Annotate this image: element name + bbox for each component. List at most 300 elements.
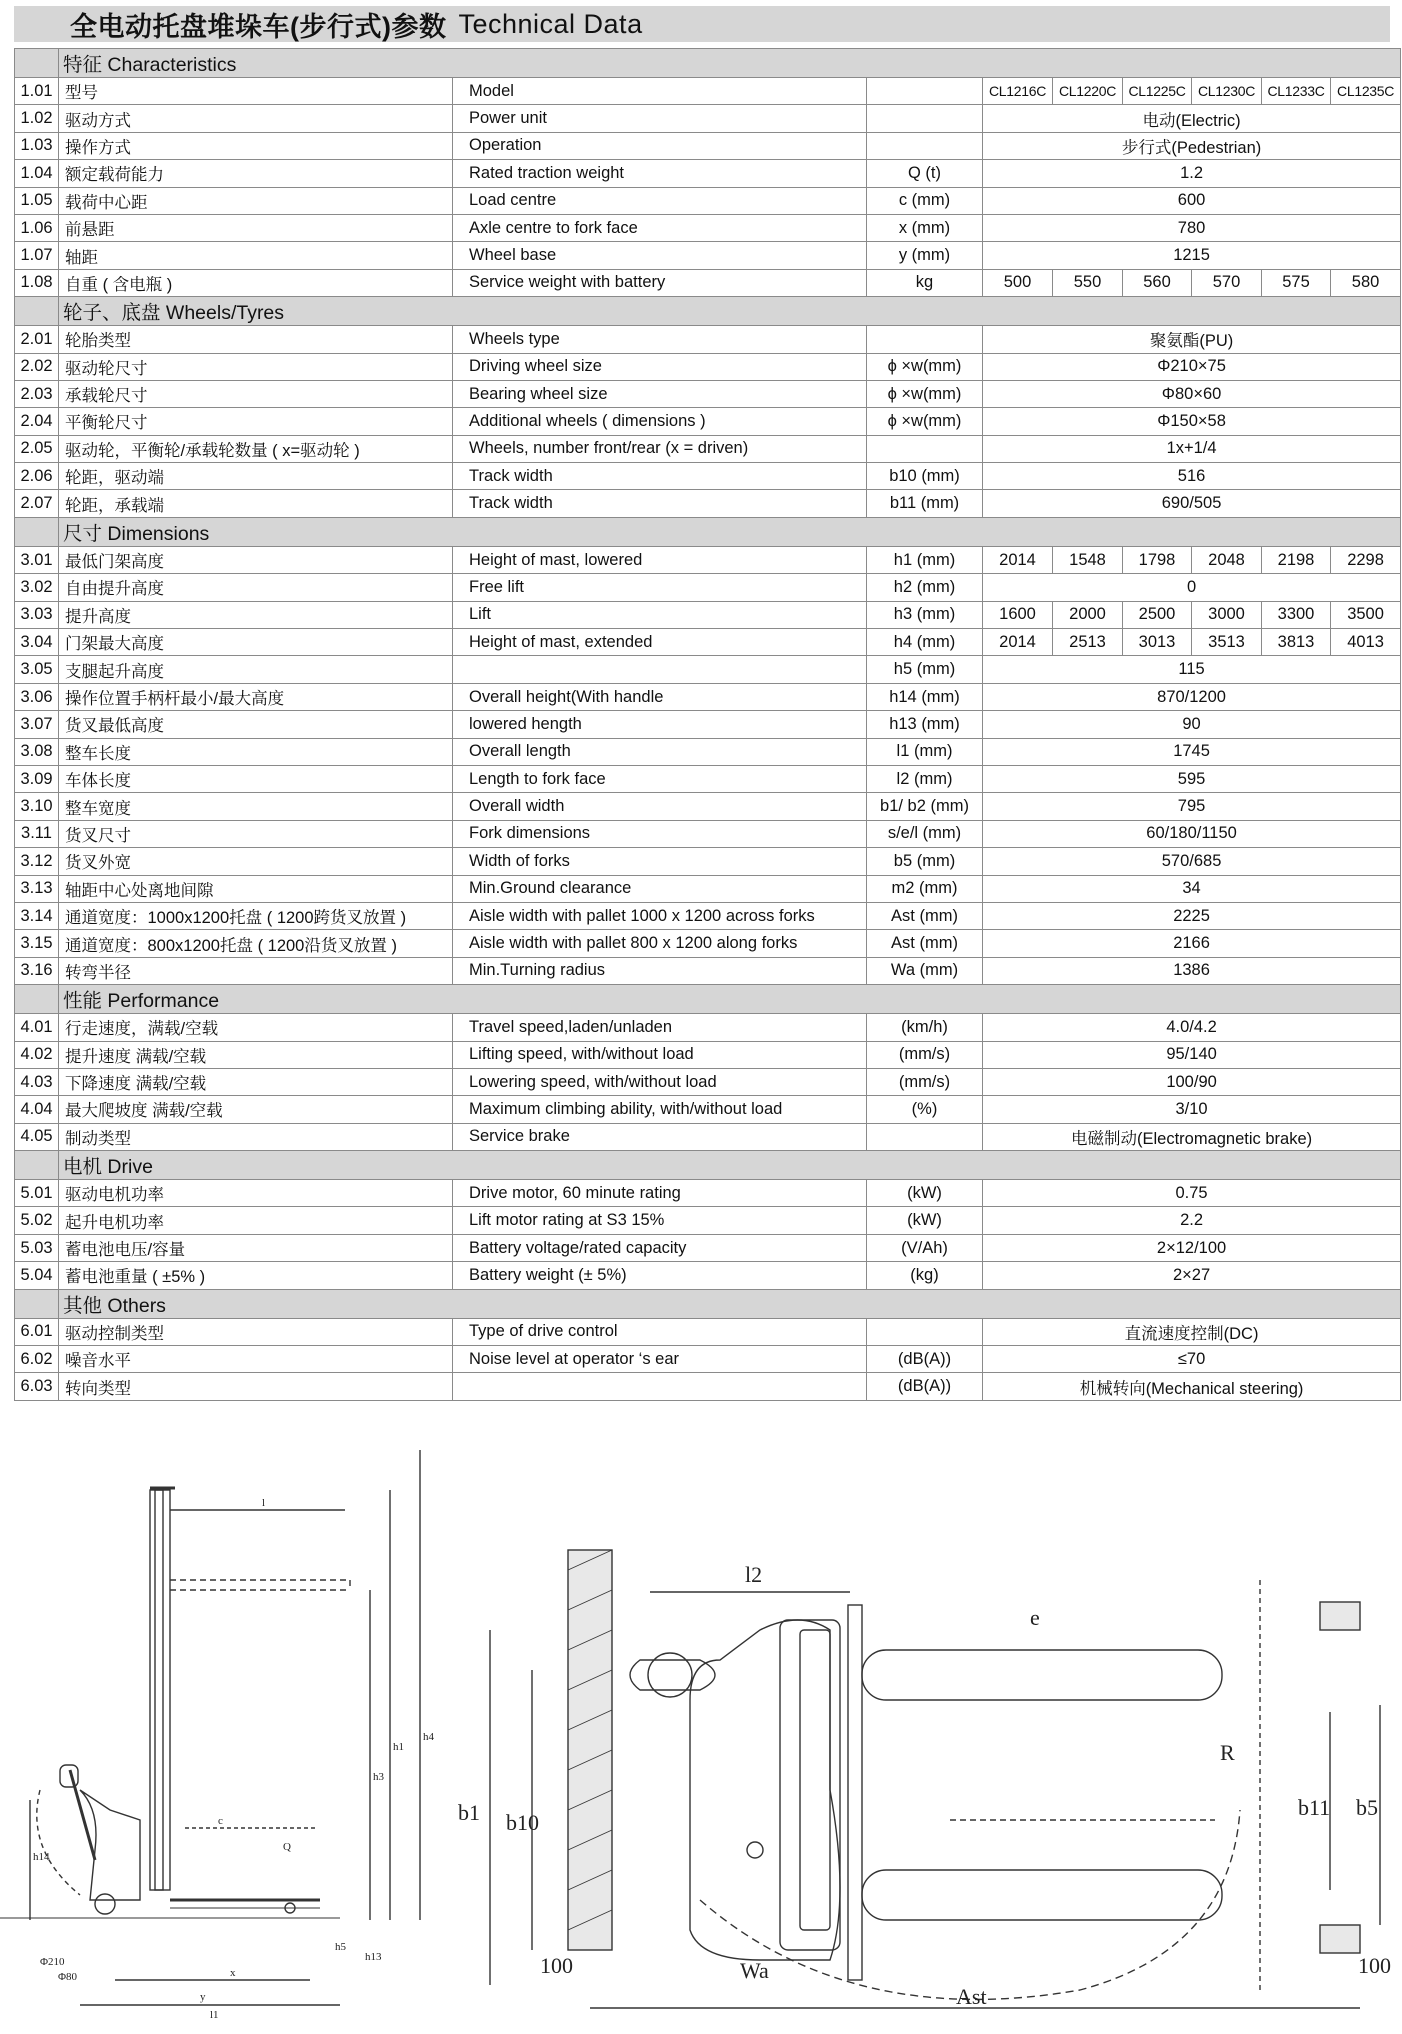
- param-name-en: Lift motor rating at S3 15%: [453, 1207, 867, 1234]
- row-number: 1.03: [15, 132, 59, 159]
- dim-label-l2: l2: [745, 1562, 763, 1587]
- value-cell: 60/180/1150: [983, 820, 1401, 847]
- value-cell: 595: [983, 765, 1401, 792]
- mast-inner: [155, 1490, 163, 1890]
- param-name-en: Track width: [453, 463, 867, 490]
- param-unit: h5 (mm): [867, 656, 983, 683]
- value-cell: 780: [983, 214, 1401, 241]
- value-cell: 795: [983, 793, 1401, 820]
- param-name-en: Aisle width with pallet 1000 x 1200 across forks: [453, 902, 867, 929]
- spec-row: [15, 463, 1401, 490]
- row-number: 1.06: [15, 214, 59, 241]
- value-cell: 2166: [983, 930, 1401, 957]
- spec-row: [15, 214, 1401, 241]
- param-unit: [867, 132, 983, 159]
- section-header-spacer: [15, 985, 59, 1014]
- value-cell: 1798: [1123, 546, 1192, 573]
- value-cell: 聚氨酯(PU): [983, 326, 1401, 353]
- spec-row: [15, 1180, 1401, 1207]
- tiller-arm: [70, 1770, 95, 1860]
- value-cell: 1x+1/4: [983, 435, 1401, 462]
- mast: [150, 1490, 170, 1890]
- spec-row: [15, 1346, 1401, 1373]
- section-header-row: [15, 49, 1401, 78]
- row-number: 6.02: [15, 1346, 59, 1373]
- row-number: 4.05: [15, 1123, 59, 1150]
- param-name-zh: 蓄电池电压/容量: [59, 1234, 453, 1261]
- value-cell: Φ80×60: [983, 380, 1401, 407]
- param-name-zh: 车体长度: [59, 765, 453, 792]
- param-name-zh: 承载轮尺寸: [59, 380, 453, 407]
- param-name-en: Fork dimensions: [453, 820, 867, 847]
- param-name-en: Min.Turning radius: [453, 957, 867, 984]
- param-unit: Wa (mm): [867, 957, 983, 984]
- value-cell: 4.0/4.2: [983, 1014, 1401, 1041]
- section-header: 其他 Others: [59, 1289, 1401, 1318]
- param-name-zh: 货叉最低高度: [59, 711, 453, 738]
- param-unit: [867, 435, 983, 462]
- spec-row: [15, 1014, 1401, 1041]
- value-cell: 2×27: [983, 1262, 1401, 1289]
- param-name-en: Axle centre to fork face: [453, 214, 867, 241]
- value-cell: 0.75: [983, 1180, 1401, 1207]
- param-unit: ϕ ×w(mm): [867, 408, 983, 435]
- param-unit: (kW): [867, 1180, 983, 1207]
- value-cell: 3513: [1192, 629, 1262, 656]
- spec-row: [15, 957, 1401, 984]
- param-unit: b5 (mm): [867, 848, 983, 875]
- row-number: 2.07: [15, 490, 59, 517]
- spec-row: [15, 1041, 1401, 1068]
- spec-row: [15, 353, 1401, 380]
- value-cell: 2048: [1192, 546, 1262, 573]
- dim-label-h3: h3: [373, 1771, 384, 1783]
- row-number: 3.12: [15, 848, 59, 875]
- param-name-en: Wheels type: [453, 326, 867, 353]
- spec-row: [15, 1068, 1401, 1095]
- spec-row: [15, 269, 1401, 296]
- param-name-en: Drive motor, 60 minute rating: [453, 1180, 867, 1207]
- param-unit: kg: [867, 269, 983, 296]
- spec-row: [15, 629, 1401, 656]
- section-header: 特征 Characteristics: [59, 49, 1401, 78]
- spec-row: [15, 380, 1401, 407]
- param-unit: [867, 105, 983, 132]
- param-unit: [867, 326, 983, 353]
- section-header-spacer: [15, 1289, 59, 1318]
- drive-wheel: [95, 1894, 115, 1914]
- param-name-zh: 平衡轮尺寸: [59, 408, 453, 435]
- value-cell: 0: [983, 574, 1401, 601]
- value-cell: 2000: [1053, 601, 1123, 628]
- value-cell: 550: [1053, 269, 1123, 296]
- param-name-zh: 前悬距: [59, 214, 453, 241]
- spec-row: [15, 78, 1401, 105]
- dim-label-c: c: [218, 1815, 223, 1827]
- value-cell: 3000: [1192, 601, 1262, 628]
- spec-row: [15, 820, 1401, 847]
- row-number: 5.02: [15, 1207, 59, 1234]
- param-name-zh: 起升电机功率: [59, 1207, 453, 1234]
- value-cell: 570: [1192, 269, 1262, 296]
- param-unit: (%): [867, 1096, 983, 1123]
- value-cell: 3500: [1331, 601, 1401, 628]
- row-number: 5.03: [15, 1234, 59, 1261]
- param-unit: ϕ ×w(mm): [867, 353, 983, 380]
- fork-left: [862, 1650, 1222, 1700]
- model-cell: CL1225C: [1123, 78, 1192, 105]
- row-number: 3.08: [15, 738, 59, 765]
- row-number: 4.02: [15, 1041, 59, 1068]
- row-number: 1.04: [15, 160, 59, 187]
- param-name-en: Height of mast, lowered: [453, 546, 867, 573]
- param-name-zh: 货叉尺寸: [59, 820, 453, 847]
- value-cell: Φ210×75: [983, 353, 1401, 380]
- row-number: 2.05: [15, 435, 59, 462]
- param-name-en: Model: [453, 78, 867, 105]
- param-name-zh: 货叉外宽: [59, 848, 453, 875]
- value-cell: 1.2: [983, 160, 1401, 187]
- param-name-zh: 支腿起升高度: [59, 656, 453, 683]
- spec-row: [15, 1373, 1401, 1400]
- fork-right: [862, 1870, 1222, 1920]
- section-header-row: [15, 985, 1401, 1014]
- row-number: 1.02: [15, 105, 59, 132]
- spec-row: [15, 1262, 1401, 1289]
- section-header: 性能 Performance: [59, 985, 1401, 1014]
- value-cell: 步行式(Pedestrian): [983, 132, 1401, 159]
- param-unit: m2 (mm): [867, 875, 983, 902]
- page-title-zh: 全电动托盘堆垛车(步行式)参数: [70, 11, 447, 42]
- model-cell: CL1233C: [1262, 78, 1331, 105]
- value-cell: 1548: [1053, 546, 1123, 573]
- pallet-hatch-bottom: [1320, 1925, 1360, 1953]
- row-number: 1.01: [15, 78, 59, 105]
- row-number: 3.13: [15, 875, 59, 902]
- param-name-en: lowered hength: [453, 711, 867, 738]
- param-name-zh: 操作方式: [59, 132, 453, 159]
- param-name-en: Overall length: [453, 738, 867, 765]
- spec-row: [15, 132, 1401, 159]
- truck-body: [690, 1620, 840, 1960]
- row-number: 3.04: [15, 629, 59, 656]
- param-name-en: Overall width: [453, 793, 867, 820]
- value-cell: 2014: [983, 629, 1053, 656]
- param-unit: b1/ b2 (mm): [867, 793, 983, 820]
- param-name-en: Track width: [453, 490, 867, 517]
- param-name-zh: 蓄电池重量 ( ±5% ): [59, 1262, 453, 1289]
- row-number: 3.16: [15, 957, 59, 984]
- param-name-zh: 提升速度 满载/空载: [59, 1041, 453, 1068]
- param-name-zh: 下降速度 满载/空载: [59, 1068, 453, 1095]
- param-unit: (dB(A)): [867, 1373, 983, 1400]
- param-name-zh: 轮距，驱动端: [59, 463, 453, 490]
- spec-row: [15, 848, 1401, 875]
- dim-label-h5: h5: [335, 1941, 346, 1953]
- param-unit: [867, 1318, 983, 1345]
- row-number: 4.03: [15, 1068, 59, 1095]
- body-outline: [80, 1790, 140, 1900]
- param-name-zh: 轴距中心处离地间隙: [59, 875, 453, 902]
- value-cell: 2198: [1262, 546, 1331, 573]
- spec-row: [15, 160, 1401, 187]
- row-number: 2.02: [15, 353, 59, 380]
- param-name-en: [453, 656, 867, 683]
- value-cell: 100/90: [983, 1068, 1401, 1095]
- spec-row: [15, 765, 1401, 792]
- param-name-zh: 自重 ( 含电瓶 ): [59, 269, 453, 296]
- row-number: 4.04: [15, 1096, 59, 1123]
- spec-table: [14, 48, 1401, 1401]
- param-name-zh: 最低门架高度: [59, 546, 453, 573]
- param-name-zh: 制动类型: [59, 1123, 453, 1150]
- section-header-row: [15, 1151, 1401, 1180]
- spec-row: [15, 1207, 1401, 1234]
- param-unit: h1 (mm): [867, 546, 983, 573]
- row-number: 3.10: [15, 793, 59, 820]
- spec-row: [15, 793, 1401, 820]
- param-unit: l2 (mm): [867, 765, 983, 792]
- param-unit: s/e/l (mm): [867, 820, 983, 847]
- param-name-en: Rated traction weight: [453, 160, 867, 187]
- side-view-drawing: [0, 1450, 435, 2021]
- value-cell: 3/10: [983, 1096, 1401, 1123]
- section-header-spacer: [15, 297, 59, 326]
- row-number: 4.01: [15, 1014, 59, 1041]
- param-name-zh: 提升高度: [59, 601, 453, 628]
- section-header-row: [15, 297, 1401, 326]
- param-name-zh: 最大爬坡度 满载/空载: [59, 1096, 453, 1123]
- param-name-zh: 驱动轮尺寸: [59, 353, 453, 380]
- value-cell: 600: [983, 187, 1401, 214]
- spec-row: [15, 242, 1401, 269]
- param-name-en: Height of mast, extended: [453, 629, 867, 656]
- spec-row: [15, 490, 1401, 517]
- param-name-en: Lowering speed, with/without load: [453, 1068, 867, 1095]
- fork-carriage: [848, 1605, 862, 1980]
- value-cell: 575: [1262, 269, 1331, 296]
- value-cell: 电动(Electric): [983, 105, 1401, 132]
- top-view-drawing: [458, 1550, 1391, 2009]
- row-number: 2.01: [15, 326, 59, 353]
- section-header-row: [15, 517, 1401, 546]
- row-number: 3.06: [15, 683, 59, 710]
- dim-label-x: x: [230, 1967, 236, 1979]
- spec-row: [15, 408, 1401, 435]
- spec-row: [15, 546, 1401, 573]
- param-unit: (km/h): [867, 1014, 983, 1041]
- dim-label-e: e: [1030, 1605, 1040, 1630]
- page-title-bar: [14, 6, 1390, 42]
- param-name-en: Width of forks: [453, 848, 867, 875]
- param-unit: b10 (mm): [867, 463, 983, 490]
- param-name-zh: 轮距，承载端: [59, 490, 453, 517]
- param-name-en: Travel speed,laden/unladen: [453, 1014, 867, 1041]
- dim-label-y: y: [200, 1991, 206, 2003]
- value-cell: 1745: [983, 738, 1401, 765]
- value-cell: 90: [983, 711, 1401, 738]
- dim-label-Q: Q: [283, 1841, 291, 1853]
- value-cell: 500: [983, 269, 1053, 296]
- param-unit: (mm/s): [867, 1041, 983, 1068]
- pallet-hatch-top: [1320, 1602, 1360, 1630]
- row-number: 3.01: [15, 546, 59, 573]
- row-number: 3.05: [15, 656, 59, 683]
- value-cell: Φ150×58: [983, 408, 1401, 435]
- value-cell: 3013: [1123, 629, 1192, 656]
- param-name-en: Additional wheels ( dimensions ): [453, 408, 867, 435]
- spec-row: [15, 1096, 1401, 1123]
- value-cell: 2298: [1331, 546, 1401, 573]
- param-name-zh: 整车宽度: [59, 793, 453, 820]
- dim-label-h13: h13: [365, 1951, 382, 1963]
- drawing-canvas: [0, 1430, 1402, 2029]
- dim-label-100-right: 100: [1358, 1953, 1391, 1978]
- param-unit: c (mm): [867, 187, 983, 214]
- value-cell: 570/685: [983, 848, 1401, 875]
- section-header: 电机 Drive: [59, 1151, 1401, 1180]
- row-number: 2.03: [15, 380, 59, 407]
- param-name-en: Lift: [453, 601, 867, 628]
- param-name-zh: 驱动电机功率: [59, 1180, 453, 1207]
- value-cell: 34: [983, 875, 1401, 902]
- param-unit: ϕ ×w(mm): [867, 380, 983, 407]
- param-name-en: Battery voltage/rated capacity: [453, 1234, 867, 1261]
- spec-row: [15, 656, 1401, 683]
- param-name-zh: 自由提升高度: [59, 574, 453, 601]
- param-name-en: Battery weight (± 5%): [453, 1262, 867, 1289]
- value-cell: 2225: [983, 902, 1401, 929]
- param-unit: Ast (mm): [867, 930, 983, 957]
- param-name-en: Type of drive control: [453, 1318, 867, 1345]
- param-name-zh: 型号: [59, 78, 453, 105]
- param-name-en: [453, 1373, 867, 1400]
- section-header: 尺寸 Dimensions: [59, 517, 1401, 546]
- value-cell: 4013: [1331, 629, 1401, 656]
- value-cell: 1386: [983, 957, 1401, 984]
- section-header-spacer: [15, 517, 59, 546]
- value-cell: 516: [983, 463, 1401, 490]
- pivot-mark: [747, 1842, 763, 1858]
- param-name-en: Noise level at operator ‘s ear: [453, 1346, 867, 1373]
- param-name-en: Service weight with battery: [453, 269, 867, 296]
- param-unit: [867, 1123, 983, 1150]
- spec-row: [15, 1234, 1401, 1261]
- dim-label-h14: h14: [33, 1851, 50, 1863]
- param-name-en: Bearing wheel size: [453, 380, 867, 407]
- battery: [800, 1630, 830, 1930]
- spec-row: [15, 1318, 1401, 1345]
- row-number: 1.07: [15, 242, 59, 269]
- row-number: 1.08: [15, 269, 59, 296]
- value-cell: 1215: [983, 242, 1401, 269]
- value-cell: 直流速度控制(DC): [983, 1318, 1401, 1345]
- value-cell: 2×12/100: [983, 1234, 1401, 1261]
- param-name-zh: 门架最大高度: [59, 629, 453, 656]
- dim-label-l1: l1: [210, 2009, 219, 2021]
- param-name-en: Free lift: [453, 574, 867, 601]
- param-name-en: Aisle width with pallet 800 x 1200 along forks: [453, 930, 867, 957]
- dim-label-Wa: Wa: [740, 1958, 769, 1983]
- raised-fork-dashed: [170, 1580, 350, 1590]
- param-name-zh: 轴距: [59, 242, 453, 269]
- param-name-zh: 转弯半径: [59, 957, 453, 984]
- param-name-en: Wheels, number front/rear (x = driven): [453, 435, 867, 462]
- dim-label-b11: b11: [1298, 1795, 1331, 1820]
- param-name-zh: 驱动控制类型: [59, 1318, 453, 1345]
- spec-row: [15, 738, 1401, 765]
- dim-label-Ast: Ast: [956, 1984, 987, 2009]
- param-name-zh: 通道宽度：800x1200托盘 ( 1200沿货叉放置 ): [59, 930, 453, 957]
- spec-row: [15, 711, 1401, 738]
- value-cell: 560: [1123, 269, 1192, 296]
- technical-drawings: [0, 1430, 1402, 2029]
- spec-row: [15, 875, 1401, 902]
- model-cell: CL1235C: [1331, 78, 1401, 105]
- row-number: 3.11: [15, 820, 59, 847]
- param-unit: (dB(A)): [867, 1346, 983, 1373]
- param-name-en: Lifting speed, with/without load: [453, 1041, 867, 1068]
- param-name-zh: 噪音水平: [59, 1346, 453, 1373]
- dim-label-b5: b5: [1356, 1795, 1378, 1820]
- param-name-en: Driving wheel size: [453, 353, 867, 380]
- param-name-en: Maximum climbing ability, with/without load: [453, 1096, 867, 1123]
- spec-row: [15, 930, 1401, 957]
- param-name-zh: 操作位置手柄杆最小/最大高度: [59, 683, 453, 710]
- row-number: 5.04: [15, 1262, 59, 1289]
- value-cell: ≤70: [983, 1346, 1401, 1373]
- section-header-spacer: [15, 49, 59, 78]
- param-unit: y (mm): [867, 242, 983, 269]
- param-unit: [867, 78, 983, 105]
- param-name-zh: 轮胎类型: [59, 326, 453, 353]
- value-cell: 95/140: [983, 1041, 1401, 1068]
- param-name-en: Min.Ground clearance: [453, 875, 867, 902]
- param-unit: (V/Ah): [867, 1234, 983, 1261]
- param-unit: h3 (mm): [867, 601, 983, 628]
- param-name-en: Power unit: [453, 105, 867, 132]
- row-number: 3.15: [15, 930, 59, 957]
- param-name-zh: 整车长度: [59, 738, 453, 765]
- param-name-zh: 通道宽度：1000x1200托盘 ( 1200跨货叉放置 ): [59, 902, 453, 929]
- section-header: 轮子、底盘 Wheels/Tyres: [59, 297, 1401, 326]
- tiller-arc: [37, 1790, 80, 1895]
- value-cell: 3300: [1262, 601, 1331, 628]
- dim-label-wheel-210: Φ210: [40, 1956, 65, 1968]
- dim-label-100-left: 100: [540, 1953, 573, 1978]
- param-name-en: Length to fork face: [453, 765, 867, 792]
- spec-row: [15, 574, 1401, 601]
- turning-radius-arc: [700, 1810, 1240, 1999]
- value-cell: 2014: [983, 546, 1053, 573]
- value-cell: 电磁制动(Electromagnetic brake): [983, 1123, 1401, 1150]
- dim-label-h4: h4: [423, 1731, 434, 1743]
- model-cell: CL1230C: [1192, 78, 1262, 105]
- row-number: 3.09: [15, 765, 59, 792]
- dim-label-h1: h1: [393, 1741, 404, 1753]
- row-number: 3.03: [15, 601, 59, 628]
- param-name-zh: 行走速度，满载/空载: [59, 1014, 453, 1041]
- param-name-zh: 驱动方式: [59, 105, 453, 132]
- spec-row: [15, 105, 1401, 132]
- dim-label-R: R: [1220, 1740, 1235, 1765]
- spec-row: [15, 435, 1401, 462]
- param-unit: l1 (mm): [867, 738, 983, 765]
- param-name-zh: 驱动轮，平衡轮/承载轮数量 ( x=驱动轮 ): [59, 435, 453, 462]
- param-unit: h13 (mm): [867, 711, 983, 738]
- param-name-zh: 额定载荷能力: [59, 160, 453, 187]
- value-cell: 2500: [1123, 601, 1192, 628]
